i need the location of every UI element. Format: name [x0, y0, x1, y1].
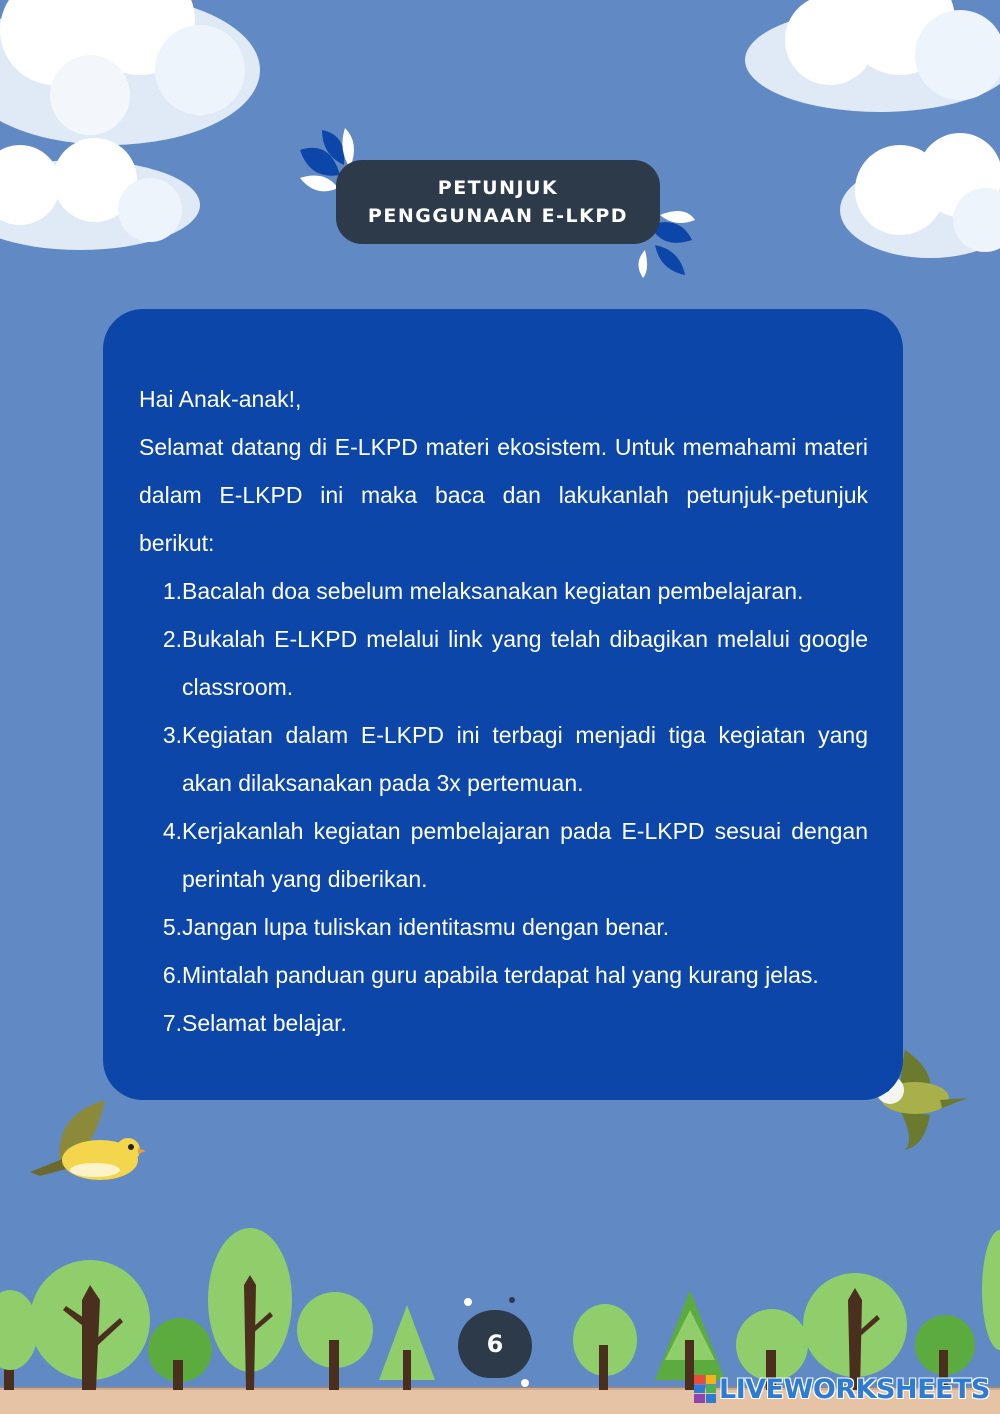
step-text: Kerjakanlah kegiatan pembelajaran pada E-LKPD sesuai dengan perintah yang diberikan.	[182, 818, 868, 892]
list-item	[139, 711, 868, 807]
intro-text: Selamat datang di E-LKPD materi ekosistem. Untuk memahami materi dalam E-LKPD ini maka baca dan lakukanlah petunjuk-petunjuk berikut:	[139, 434, 868, 556]
tree-icon	[803, 1273, 907, 1390]
step-number: 2.	[162, 626, 182, 652]
step-text: Mintalah panduan guru apabila terdapat hal yang kurang jelas.	[182, 962, 819, 988]
step-text: Kegiatan dalam E-LKPD ini terbagi menjadi tiga kegiatan yang akan dilaksanakan pada 3x pertemuan.	[182, 722, 868, 796]
watermark-text: LIVEWORKSHEETS	[719, 1373, 990, 1405]
tree-icon	[30, 1260, 150, 1390]
list-item	[139, 903, 868, 951]
step-text: Bacalah doa sebelum melaksanakan kegiatan pembelajaran.	[182, 578, 804, 604]
step-number: 5.	[162, 914, 182, 940]
step-number: 4.	[162, 818, 182, 844]
list-item	[139, 615, 868, 711]
liveworksheets-logo-icon	[694, 1375, 716, 1403]
page-number: 6	[458, 1310, 532, 1378]
tree-icon	[379, 1305, 435, 1390]
tree-icon	[208, 1228, 292, 1390]
steps-list	[139, 567, 868, 1047]
watermark	[694, 1374, 990, 1404]
step-text: Selamat belajar.	[182, 1010, 347, 1036]
greeting-text: Hai Anak-anak!,	[139, 386, 302, 412]
instructions-card	[103, 309, 903, 1100]
title-line-2: PENGGUNAAN E-LKPD	[367, 205, 629, 227]
tree-icon	[982, 1230, 1000, 1350]
list-item	[139, 951, 868, 999]
step-number: 1.	[162, 578, 182, 604]
tree-icon	[148, 1318, 212, 1390]
cloud-icon	[0, 138, 200, 250]
tree-icon	[297, 1292, 373, 1390]
tree-icon	[573, 1304, 637, 1390]
step-text: Jangan lupa tuliskan identitasmu dengan benar.	[182, 914, 670, 940]
step-number: 3.	[162, 722, 182, 748]
list-item	[139, 567, 868, 615]
cloud-icon	[0, 0, 260, 145]
step-number: 6.	[162, 962, 182, 988]
step-number: 7.	[162, 1010, 182, 1036]
title-line-1: PETUNJUK	[437, 177, 559, 199]
bird-icon	[30, 1100, 146, 1180]
list-item	[139, 807, 868, 903]
step-text: Bukalah E-LKPD melalui link yang telah dibagikan melalui google classroom.	[182, 626, 868, 700]
list-item	[139, 999, 868, 1047]
page-title	[336, 160, 660, 244]
cloud-icon	[840, 133, 1000, 258]
cloud-icon	[745, 0, 1000, 112]
